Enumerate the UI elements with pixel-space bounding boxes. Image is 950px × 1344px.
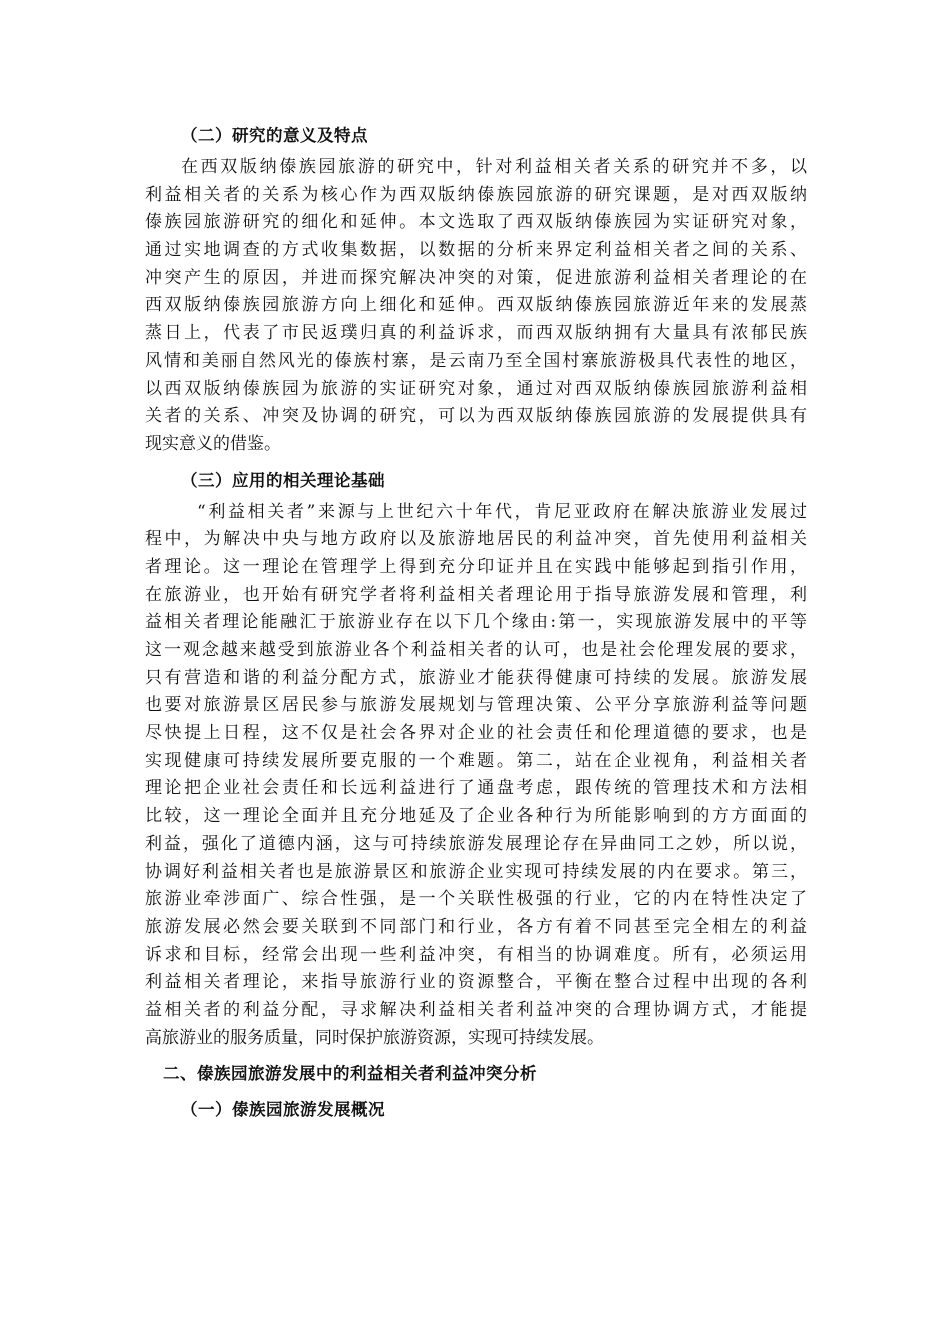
- paragraph-line: 利益相关者的关系为核心作为西双版纳傣族园旅游的研究课题，是对西双版纳: [145, 184, 807, 205]
- paragraph-line: 理论把企业社会责任和长远利益进行了通盘考虑，跟传统的管理技术和方法相: [145, 778, 807, 799]
- section-heading-theory: （三）应用的相关理论基础: [181, 470, 385, 490]
- paragraph-line: 者理论。这一理论在管理学上得到充分印证并且在实践中能够起到指引作用，: [145, 556, 807, 577]
- paragraph-line: 西双版纳傣族园旅游方向上细化和延伸。西双版纳傣族园旅游近年来的发展蒸: [145, 295, 807, 316]
- paragraph-line: 蒸日上，代表了市民返璞归真的利益诉求，而西双版纳拥有大量具有浓郁民族: [145, 323, 807, 344]
- paragraph-line: 益相关者理论能融汇于旅游业存在以下几个缘由:第一，实现旅游发展中的平等: [145, 612, 807, 633]
- paragraph-line: 也要对旅游景区居民参与旅游发展规划与管理决策、公平分享旅游利益等问题: [145, 695, 807, 716]
- section-heading-significance: （二）研究的意义及特点: [181, 126, 368, 145]
- paragraph-line: 程中，为解决中央与地方政府以及旅游地居民的利益冲突，首先使用利益相关: [145, 529, 807, 550]
- paragraph-significance: [145, 154, 807, 459]
- paragraph-line: 旅游发展必然会要关联到不同部门和行业，各方有着不同甚至完全相左的利益: [145, 916, 807, 937]
- paragraph-line: 利益相关者理论，来指导旅游行业的资源整合，平衡在整合过程中出现的各利: [145, 972, 807, 993]
- paragraph-line: 益相关者的利益分配，寻求解决利益相关者利益冲突的合理协调方式，才能提: [145, 999, 807, 1020]
- paragraph-line: 冲突产生的原因，并进而探究解决冲突的对策，促进旅游利益相关者理论的在: [145, 267, 807, 288]
- chapter-heading-conflict-analysis: 二、傣族园旅游发展中的利益相关者利益冲突分析: [163, 1064, 537, 1084]
- paragraph-line: 旅游业牵涉面广、综合性强，是一个关联性极强的行业，它的内在特性决定了: [145, 889, 807, 910]
- paragraph-line: 比较，这一理论全面并且充分地延及了企业各种行为所能影响到的方方面面的: [145, 806, 807, 827]
- paragraph-line: 尽快提上日程，这不仅是社会各界对企业的社会责任和伦理道德的要求，也是: [145, 723, 807, 744]
- paragraph-line: 在旅游业，也开始有研究学者将利益相关者理论用于指导旅游发展和管理，利: [145, 584, 807, 605]
- paragraph-line: 在西双版纳傣族园旅游的研究中，针对利益相关者关系的研究并不多，以: [181, 157, 807, 177]
- paragraph-line: 傣族园旅游研究的细化和延伸。本文选取了西双版纳傣族园为实证研究对象，: [145, 212, 807, 233]
- paragraph-line: 协调好利益相关者也是旅游景区和旅游企业实现可持续发展的内在要求。第三，: [145, 861, 807, 882]
- paragraph-line: 通过实地调查的方式收集数据，以数据的分析来界定利益相关者之间的关系、: [145, 240, 807, 261]
- paragraph-line: 现实意义的借鉴。: [145, 433, 281, 454]
- paragraph-line: “利益相关者”来源与上世纪六十年代，肯尼亚政府在解决旅游业发展过: [197, 501, 807, 522]
- section-heading-overview: （一）傣族园旅游发展概况: [181, 1100, 385, 1120]
- document-body: [145, 118, 807, 1128]
- paragraph-line: 这一观念越来越受到旅游业各个利益相关者的认可，也是社会伦理发展的要求，: [145, 640, 807, 660]
- paragraph-line: 实现健康可持续发展所要克服的一个难题。第二，站在企业视角，利益相关者: [145, 750, 807, 771]
- paragraph-line: 只有营造和谐的利益分配方式，旅游业才能获得健康可持续的发展。旅游发展: [145, 667, 807, 688]
- paragraph-theory: [145, 499, 807, 1053]
- paragraph-line: 高旅游业的服务质量，同时保护旅游资源，实现可持续发展。: [145, 1027, 604, 1048]
- paragraph-line: 风情和美丽自然风光的傣族村寨，是云南乃至全国村寨旅游极具代表性的地区，: [145, 350, 807, 371]
- paragraph-line: 以西双版纳傣族园为旅游的实证研究对象，通过对西双版纳傣族园旅游利益相: [145, 378, 807, 399]
- paragraph-line: 利益，强化了道德内涵，这与可持续旅游发展理论存在异曲同工之妙，所以说，: [145, 833, 807, 854]
- paragraph-line: 诉求和目标，经常会出现一些利益冲突，有相当的协调难度。所有，必须运用: [145, 944, 807, 965]
- paragraph-line: 关者的关系、冲突及协调的研究，可以为西双版纳傣族园旅游的发展提供具有: [145, 406, 807, 427]
